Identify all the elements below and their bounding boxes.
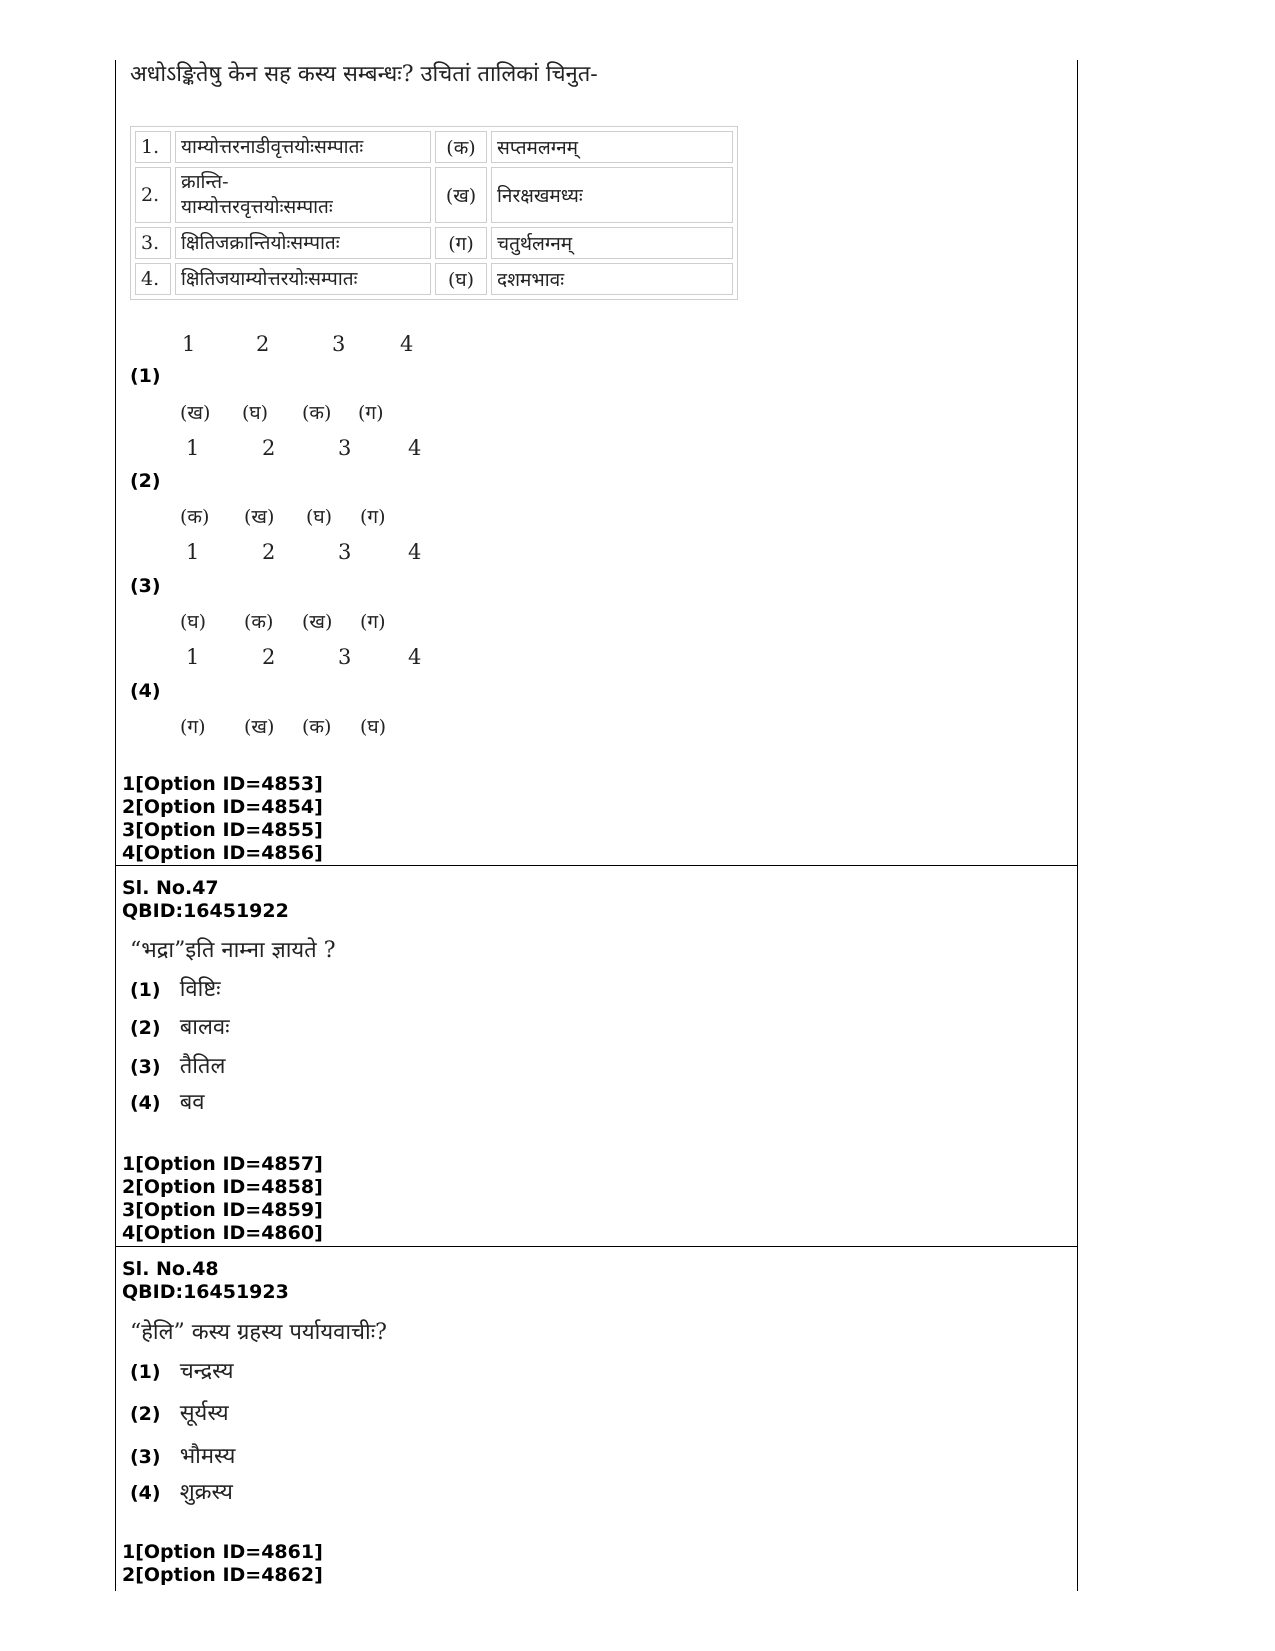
qbid: QBID:16451923 (122, 1281, 289, 1303)
row-label: (क) (435, 131, 487, 163)
q47-option-1[interactable] (130, 973, 221, 1003)
q46-question-text: अधोऽङ्कितेषु केन सह कस्य सम्बन्धः? उचितां तालिकां चिनुत- (130, 62, 598, 87)
row-label: (ख) (435, 167, 487, 223)
column-header: 1 (186, 645, 200, 669)
q48-option-4[interactable] (130, 1476, 233, 1506)
q48-option-1[interactable] (130, 1355, 233, 1385)
row-answer: चतुर्थलग्नम् (491, 227, 733, 259)
option-value: (ख) (244, 716, 275, 738)
option-value: (ग) (360, 611, 386, 633)
option-id: 2[Option ID=4854] (122, 796, 323, 818)
option-id: 3[Option ID=4855] (122, 819, 323, 841)
option-text: चन्द्रस्य (179, 1359, 234, 1384)
option-text: तैतिल (179, 1054, 226, 1079)
option-value: (ग) (358, 402, 384, 424)
option-label: (2) (130, 470, 161, 492)
option-label: (2) (130, 1017, 161, 1039)
option-text: बालवः (179, 1015, 230, 1040)
row-number: 1. (135, 131, 171, 163)
column-header: 2 (256, 332, 270, 356)
divider-q46-q47 (115, 865, 1078, 866)
column-header: 3 (338, 436, 352, 460)
column-header: 4 (408, 436, 422, 460)
option-text: विष्टिः (179, 977, 221, 1002)
column-header: 4 (400, 332, 414, 356)
q47-question-text: “भद्रा”इति नाम्ना ज्ञायते ? (130, 938, 336, 963)
option-value: (क) (302, 716, 332, 738)
option-label: (1) (130, 979, 161, 1001)
option-label: (4) (130, 1092, 161, 1114)
option-value: (ख) (244, 506, 275, 528)
q47-option-ids (122, 1153, 323, 1245)
divider-q47-q48 (115, 1246, 1078, 1247)
serial-number: Sl. No.48 (122, 1258, 219, 1280)
row-description-line: याम्योत्तरवृत्तयोःसम्पातः (181, 196, 333, 218)
option-value: (क) (180, 506, 210, 528)
column-header: 4 (408, 645, 422, 669)
option-label: (3) (130, 575, 161, 597)
option-value: (क) (244, 611, 274, 633)
option-text: बव (179, 1090, 205, 1115)
option-id: 3[Option ID=4859] (122, 1199, 323, 1221)
option-text: सूर्यस्य (179, 1401, 229, 1426)
option-value: (ग) (360, 506, 386, 528)
row-description: याम्योत्तरनाडीवृत्तयोःसम्पातः (175, 131, 431, 163)
q48-option-2[interactable] (130, 1397, 229, 1427)
q48-option-ids (122, 1541, 323, 1587)
column-header: 2 (262, 645, 276, 669)
option-value: (घ) (242, 402, 269, 424)
q48-header (122, 1258, 289, 1304)
row-number: 2. (135, 167, 171, 223)
q47-option-3[interactable] (130, 1050, 225, 1080)
option-value: (क) (302, 402, 332, 424)
column-header: 2 (262, 436, 276, 460)
option-id: 4[Option ID=4860] (122, 1222, 323, 1244)
option-text: भौमस्य (179, 1444, 236, 1469)
q46-match-table (130, 126, 738, 300)
option-value: (घ) (360, 716, 387, 738)
column-header: 3 (332, 332, 346, 356)
option-value: (घ) (306, 506, 333, 528)
row-answer: सप्तमलग्नम् (491, 131, 733, 163)
option-label: (4) (130, 1482, 161, 1504)
column-header: 2 (262, 540, 276, 564)
option-value: (ख) (302, 611, 333, 633)
qbid: QBID:16451922 (122, 900, 289, 922)
q47-option-4[interactable] (130, 1086, 204, 1116)
option-label: (1) (130, 365, 161, 387)
row-description: क्षितिजयाम्योत्तरयोःसम्पातः (175, 263, 431, 295)
option-label: (2) (130, 1403, 161, 1425)
option-id: 2[Option ID=4862] (122, 1564, 323, 1586)
row-number: 3. (135, 227, 171, 259)
q47-option-2[interactable] (130, 1011, 230, 1041)
row-answer: दशमभावः (491, 263, 733, 295)
option-id: 1[Option ID=4853] (122, 773, 323, 795)
option-value: (घ) (180, 611, 207, 633)
row-label: (घ) (435, 263, 487, 295)
table-row (135, 263, 733, 295)
option-value: (ग) (180, 716, 206, 738)
column-header: 3 (338, 645, 352, 669)
table-row (135, 227, 733, 259)
option-value: (ख) (180, 402, 211, 424)
row-label: (ग) (435, 227, 487, 259)
option-id: 2[Option ID=4858] (122, 1176, 323, 1198)
q48-question-text: “हेलि” कस्य ग्रहस्य पर्यायवाचीः? (130, 1320, 387, 1345)
serial-number: Sl. No.47 (122, 877, 219, 899)
option-text: शुक्रस्य (179, 1480, 233, 1505)
q46-option-ids (122, 773, 323, 865)
column-header: 1 (182, 332, 196, 356)
row-description (175, 167, 431, 223)
column-header: 3 (338, 540, 352, 564)
row-number: 4. (135, 263, 171, 295)
table-row (135, 131, 733, 163)
column-header: 4 (408, 540, 422, 564)
q48-option-3[interactable] (130, 1440, 235, 1470)
table-row (135, 167, 733, 223)
option-id: 4[Option ID=4856] (122, 842, 323, 864)
option-label: (4) (130, 680, 161, 702)
row-description-line: क्रान्ति- (181, 171, 229, 193)
option-label: (1) (130, 1361, 161, 1383)
option-label: (3) (130, 1056, 161, 1078)
option-id: 1[Option ID=4861] (122, 1541, 323, 1563)
row-description: क्षितिजक्रान्तियोःसम्पातः (175, 227, 431, 259)
row-answer: निरक्षखमध्यः (491, 167, 733, 223)
column-header: 1 (186, 436, 200, 460)
q47-header (122, 877, 289, 923)
option-id: 1[Option ID=4857] (122, 1153, 323, 1175)
option-label: (3) (130, 1446, 161, 1468)
column-header: 1 (186, 540, 200, 564)
